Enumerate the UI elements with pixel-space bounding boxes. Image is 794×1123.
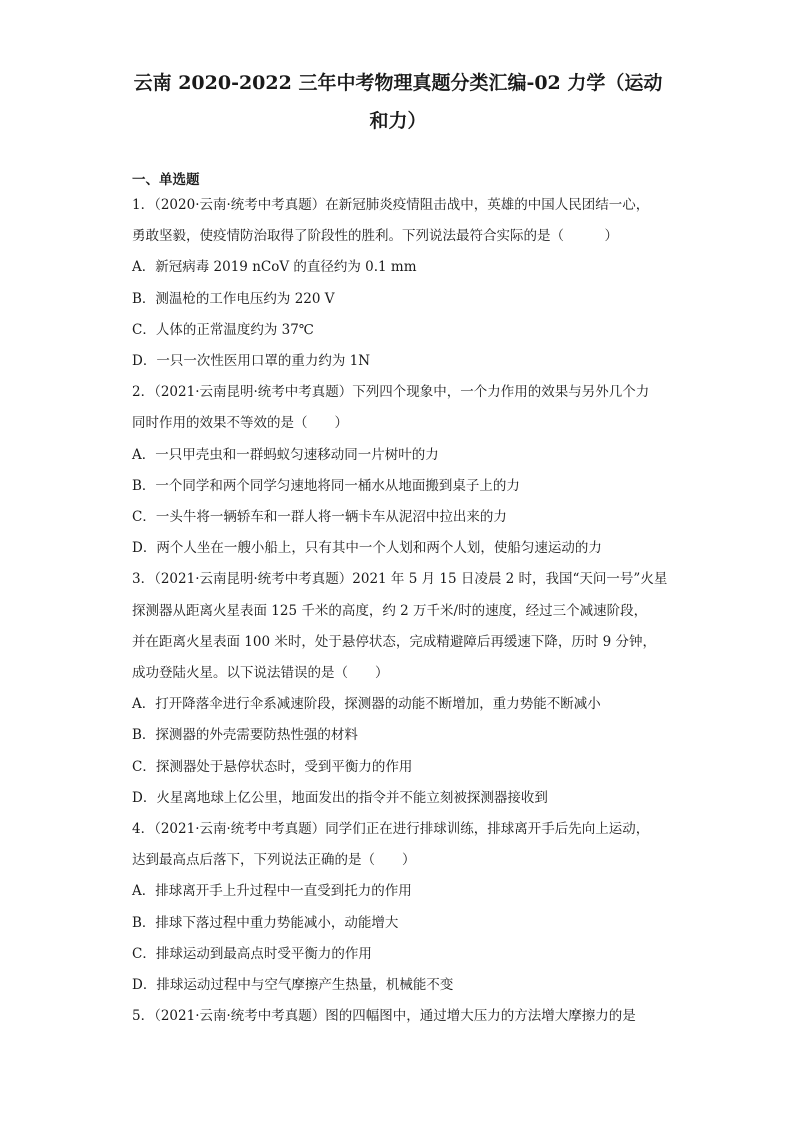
option-a: A．排球离开手上升过程中一直受到托力的作用 [132,883,412,900]
option-c: C．一头牛将一辆轿车和一群人将一辆卡车从泥沼中拉出来的力 [132,509,507,526]
question-5 [132,1001,664,1032]
title-line-1: 云南 2020-2022 三年中考物理真题分类汇编-02 力学（运动 [133,72,663,94]
option-c: C．探测器处于悬停状态时，受到平衡力的作用 [132,758,413,775]
question-text-line: 勇敢坚毅，使疫情防治取得了阶段性的胜利。下列说法最符合实际的是（ ） [132,228,618,245]
question-1 [132,190,664,377]
question-text-line: 同时作用的效果不等效的是（ ） [132,415,348,432]
title-line-2: 和力） [369,110,427,132]
question-text-line: 2．（2021·云南昆明·统考中考真题）下列四个现象中，一个力作用的效果与另外几个力 [132,384,650,401]
option-a: A．新冠病毒 2019 nCoV 的直径约为 0.1 mm [132,259,417,276]
option-a: A．一只甲壳虫和一群蚂蚁匀速移动同一片树叶的力 [132,446,439,463]
option-b: B．排球下落过程中重力势能减小，动能增大 [132,914,399,931]
option-d: D．排球运动过程中与空气摩擦产生热量，机械能不变 [132,977,454,994]
section-heading: 一、单选题 [132,172,200,188]
question-text-line: 5．（2021·云南·统考中考真题）图的四幅图中，通过增大压力的方法增大摩擦力的是 [132,1008,636,1025]
question-text-line: 4．（2021·云南·统考中考真题）同学们正在进行排球训练，排球离开手后先向上运动， [132,821,650,838]
question-text-line: 1．（2020·云南·统考中考真题）在新冠肺炎疫情阻击战中，英雄的中国人民团结一心， [132,197,650,213]
option-d: D．火星离地球上亿公里，地面发出的指令并不能立刻被探测器接收到 [132,789,548,806]
option-d: D．一只一次性医用口罩的重力约为 1N [132,353,371,370]
option-b: B．测温枪的工作电压约为 220 V [132,290,335,307]
question-4 [132,814,664,1001]
question-text-line: 并在距离火星表面 100 米时，处于悬停状态，完成精避障后再缓速下降，历时 9 分钟， [132,633,657,650]
option-c: C．排球运动到最高点时受平衡力的作用 [132,945,372,962]
question-3 [132,564,668,814]
question-2 [132,377,664,564]
question-text-line: 3．（2021·云南昆明·统考中考真题）2021 年 5 月 15 日凌晨 2 时，我国“天问一号”火星 [132,571,668,588]
question-text-line: 达到最高点后落下，下列说法正确的是（ ） [132,852,416,869]
question-text-line: 探测器从距离火星表面 125 千米的高度，约 2 万千米/时的速度，经过三个减速阶段， [132,602,648,619]
option-b: B．一个同学和两个同学匀速地将同一桶水从地面搬到桌子上的力 [132,477,520,494]
option-d: D．两个人坐在一艘小船上，只有其中一个人划和两个人划，使船匀速运动的力 [132,540,602,557]
document-title [132,64,664,140]
option-b: B．探测器的外壳需要防热性强的材料 [132,727,358,744]
question-text-line: 成功登陆火星。以下说法错误的是（ ） [132,665,389,682]
option-c: C．人体的正常温度约为 37℃ [132,321,314,338]
option-a: A．打开降落伞进行伞系减速阶段，探测器的动能不断增加，重力势能不断减小 [132,696,601,713]
